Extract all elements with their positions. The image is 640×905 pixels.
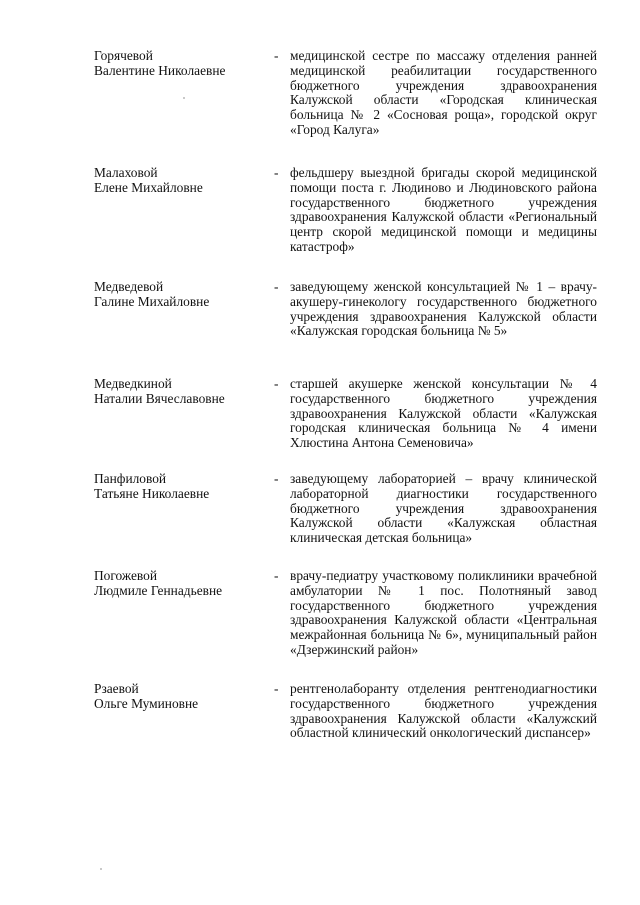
recipient-surname: Погожевой [94,568,157,583]
recipient-surname: Медведевой [94,279,164,294]
recipient-given-names: Валентине Николаевне [94,62,226,78]
entry-dash: - [274,681,279,696]
scan-speck [183,97,185,99]
recipient-position: врачу-педиатру участковому поликлиники врачебной амбулатории № 1 пос. Полотняный завод государственного бюджетного учреждения здравоохранения Калужской области «Центральная межрайонная больница № 6», муниципальный район «Дзержинский район» [290,568,597,657]
entry-dash: - [274,48,279,63]
scan-speck [100,868,102,870]
recipient-position: рентгенолаборанту отделения рентгенодиагностики государственного бюджетного учреждения здравоохранения Калужской области «Калужский областной клинический онкологический диспансер» [290,681,597,741]
recipient-name [94,49,264,79]
recipient-given-names: Галине Михайловне [94,293,210,309]
recipient-given-names: Татьяне Николаевне [94,485,210,501]
recipient-name [94,472,264,502]
recipient-given-names: Людмиле Геннадьевне [94,582,223,598]
entry-dash: - [274,568,279,583]
recipient-position: старшей акушерке женской консультации № 4 государственного бюджетного учреждения здравоохранения Калужской области «Калужская городская клиническая больница № 4 имени Хлюстина Антона Семеновича» [290,376,597,451]
recipient-name [94,166,264,196]
recipient-position: фельдшеру выездной бригады скорой медицинской помощи поста г. Людиново и Людиновского района государственного бюджетного учреждения здравоохранения Калужской области «Региональный центр скорой медицинской помощи и медицины катастроф» [290,165,597,254]
entry-dash: - [274,279,279,294]
recipient-given-names: Наталии Вячеславовне [94,390,225,406]
recipient-position: заведующему женской консультацией № 1 – врачу-акушеру-гинекологу государственного бюджетного учреждения здравоохранения Калужской области «Калужская городская больница № 5» [290,279,597,339]
recipient-given-names: Елене Михайловне [94,179,203,195]
recipient-name [94,682,264,712]
recipient-surname: Малаховой [94,165,158,180]
recipient-surname: Горячевой [94,48,153,63]
entry-dash: - [274,165,279,180]
entry-dash: - [274,376,279,391]
recipient-given-names: Ольге Муминовне [94,695,199,711]
recipient-surname: Медведкиной [94,376,172,391]
recipient-name [94,569,264,599]
recipient-surname: Рзаевой [94,681,139,696]
entry-dash: - [274,471,279,486]
recipient-surname: Панфиловой [94,471,167,486]
recipient-name [94,377,264,407]
recipient-name [94,280,264,310]
recipient-position: заведующему лабораторией – врачу клинической лабораторной диагностики государственного бюджетного учреждения здравоохранения Калужской области «Калужская областная клиническая детская больница» [290,471,597,546]
recipient-position: медицинской сестре по массажу отделения ранней медицинской реабилитации государственного бюджетного учреждения здравоохранения Калужской области «Городская клиническая больница № 2 «Сосновая роща», городской округ «Город Калуга» [290,48,597,137]
